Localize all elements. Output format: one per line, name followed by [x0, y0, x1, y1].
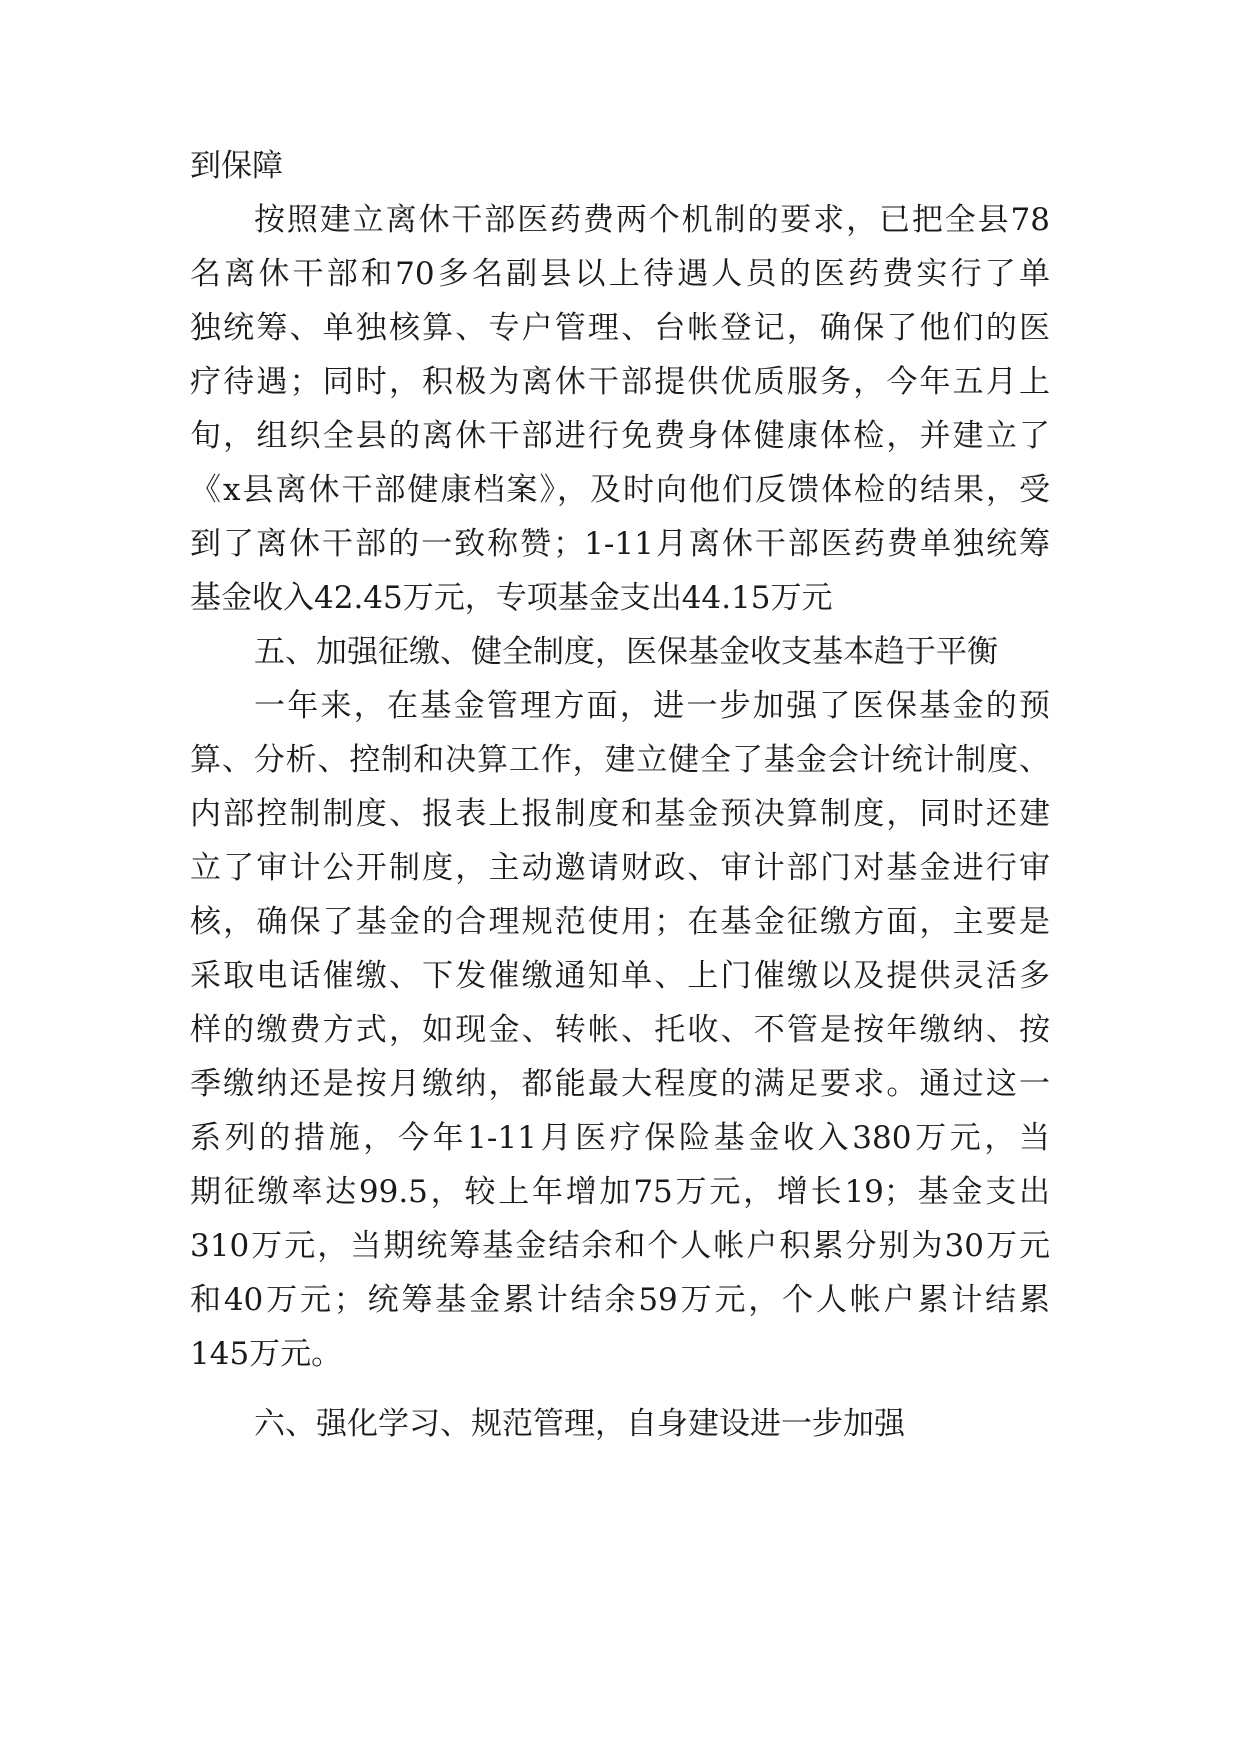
text-line: 独统筹、单独核算、专户管理、台帐登记，确保了他们的医 [190, 310, 1050, 346]
paragraph-first-line: 按照建立离休干部医药费两个机制的要求，已把全县78 [254, 202, 1050, 238]
text-line: 采取电话催缴、下发催缴通知单、上门催缴以及提供灵活多 [190, 958, 1050, 994]
text-line: 季缴纳还是按月缴纳，都能最大程度的满足要求。通过这一 [190, 1066, 1050, 1102]
paragraph-first-line: 一年来，在基金管理方面，进一步加强了医保基金的预 [254, 688, 1050, 724]
text-line: 内部控制制度、报表上报制度和基金预决算制度，同时还建 [190, 796, 1050, 832]
section-heading: 五、加强征缴、健全制度，医保基金收支基本趋于平衡 [254, 634, 998, 670]
section-heading: 六、强化学习、规范管理，自身建设进一步加强 [254, 1406, 905, 1442]
text-line: 到了离休干部的一致称赞；1-11月离休干部医药费单独统筹 [190, 526, 1050, 562]
text-line: 核，确保了基金的合理规范使用；在基金征缴方面，主要是 [190, 904, 1050, 940]
text-line: 310万元，当期统筹基金结余和个人帐户积累分别为30万元 [190, 1228, 1050, 1264]
text-line: 名离休干部和70多名副县以上待遇人员的医药费实行了单 [190, 256, 1050, 292]
text-line: 立了审计公开制度，主动邀请财政、审计部门对基金进行审 [190, 850, 1050, 886]
text-line: 期征缴率达99.5，较上年增加75万元，增长19；基金支出 [190, 1174, 1050, 1210]
text-line: 算、分析、控制和决算工作，建立健全了基金会计统计制度、 [190, 742, 1050, 778]
text-line: 样的缴费方式，如现金、转帐、托收、不管是按年缴纳、按 [190, 1012, 1050, 1048]
text-line: 和40万元；统筹基金累计结余59万元，个人帐户累计结累 [190, 1282, 1050, 1318]
text-line: 基金收入42.45万元，专项基金支出44.15万元 [190, 580, 833, 616]
text-line: 疗待遇；同时，积极为离休干部提供优质服务，今年五月上 [190, 364, 1050, 400]
text-line: 旬，组织全县的离休干部进行免费身体健康体检，并建立了 [190, 418, 1050, 454]
text-line: 系列的措施，今年1-11月医疗保险基金收入380万元，当 [190, 1120, 1050, 1156]
text-line: 《x县离休干部健康档案》，及时向他们反馈体检的结果，受 [190, 472, 1050, 508]
text-line: 到保障 [190, 148, 283, 184]
text-line: 145万元。 [190, 1336, 343, 1372]
